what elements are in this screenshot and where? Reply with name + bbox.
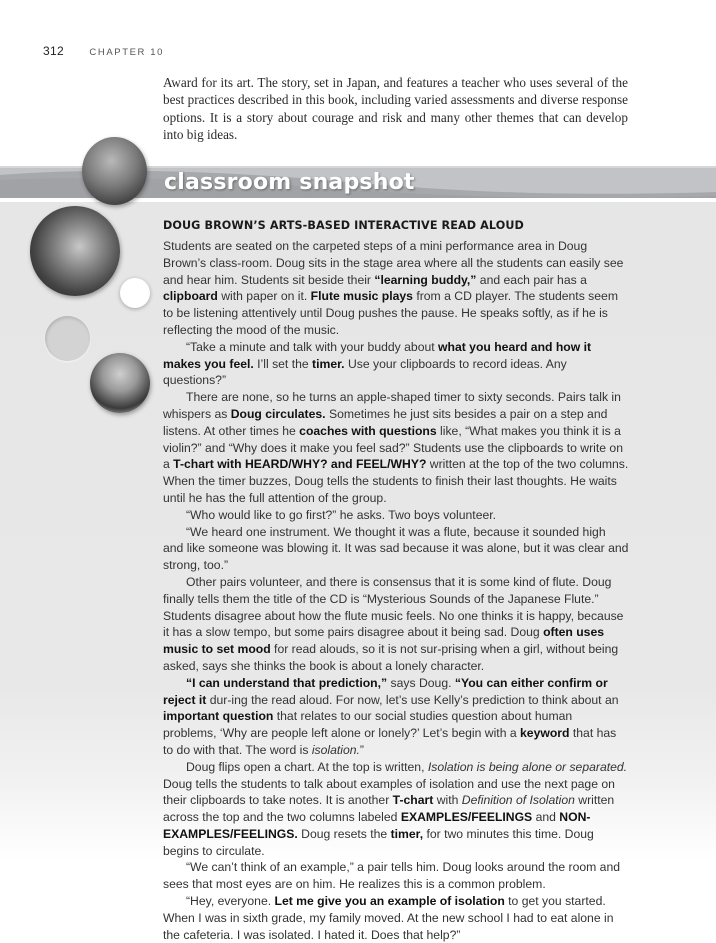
text-run: Doug flips open a chart. At the top is written,	[186, 759, 428, 774]
text-run: says Doug.	[387, 675, 455, 690]
intro-paragraph: Award for its art. The story, set in Japan, and features a teacher who uses several of the best practices described in this book, including varied assessments and diverse response options. It is a story about courage and risk and many other themes that can develop into big ideas.	[163, 75, 628, 142]
text-run: “Hey, everyone.	[186, 894, 275, 909]
text-run: for read alouds, so it is not sur-prising when a girl, without being asked, says she thinks the book is about a lonely character.	[163, 642, 619, 673]
text-run: “We can’t think of an example,” a pair tells him. Doug looks around the room and sees that most eyes are on him. He realizes this is a common problem.	[163, 860, 621, 892]
story-paragraph	[163, 389, 629, 507]
emphasis-bold: EXAMPLES/FEELINGS	[400, 810, 533, 825]
story-paragraph	[163, 759, 629, 860]
story-title: DOUG BROWN’S ARTS-BASED INTERACTIVE READ ALOUD	[163, 219, 524, 232]
text-run: that relates to our social studies question about human problems, ‘Why are people left alone or lonely?’ Let’s begin with a	[163, 709, 573, 741]
text-run: to get you started. When I was in sixth grade, my family moved. At the new school I had to eat alone in the cafeteria. I was isolated. I hated it. Does that help?”	[163, 894, 614, 942]
emphasis-bold: Flute music plays	[310, 289, 413, 304]
text-run: ”	[359, 742, 364, 757]
emphasis-bold: “learning buddy,”	[374, 272, 477, 287]
emphasis-italic: Definition of Isolation	[461, 793, 575, 808]
emphasis-bold: Let me give you an example of isolation	[274, 894, 505, 909]
story-paragraph	[163, 574, 629, 675]
emphasis-bold: timer.	[312, 356, 345, 371]
story-body	[163, 238, 629, 943]
chapter-label: CHAPTER 10	[89, 47, 165, 58]
emphasis-bold: clipboard	[163, 289, 218, 304]
text-run: Doug resets the	[297, 826, 391, 841]
text-run: Other pairs volunteer, and there is consensus that it is some kind of flute. Doug finally tells them the title of the CD is “Mysterious Sounds of the Japanese Flute.” Students disagree about how the flute music feels. No one thinks it is happy, because it has a slow tempo, but some pairs disagree about it being sad. Doug	[163, 574, 624, 640]
story-paragraph	[163, 859, 629, 893]
text-run: and each pair has a	[476, 272, 587, 287]
story-paragraph	[163, 675, 629, 759]
text-run: from a CD player. The students seem to be listening attentively until Doug pushes the pause. He speaks softly, as if he is reflecting the mood of the music.	[163, 289, 618, 337]
text-run: I’ll set the	[253, 356, 313, 371]
banner-title: classroom snapshot	[164, 170, 415, 195]
story-paragraph	[163, 507, 629, 524]
text-run: with	[433, 793, 462, 808]
text-run: written across the top and the two columns labeled	[163, 793, 615, 825]
emphasis-bold: “You can either confirm or reject it	[163, 675, 608, 707]
emphasis-bold: timer,	[390, 826, 424, 841]
page-number: 312	[43, 44, 64, 58]
text-run: for two minutes this time. Doug begins to circulate.	[163, 826, 594, 858]
emphasis-italic: isolation.	[311, 742, 360, 757]
emphasis-bold: T-chart with HEARD/WHY? and FEEL/WHY?	[173, 457, 427, 472]
emphasis-bold: keyword	[520, 726, 570, 741]
emphasis-bold: NON-EXAMPLES/FEELINGS.	[163, 810, 591, 841]
decorative-grey-circle	[45, 316, 90, 361]
text-run: dur-ing the read aloud. For now, let’s use Kelly’s prediction to think about an	[206, 692, 619, 707]
decorative-white-circle	[120, 278, 150, 308]
photo-student-thinking-icon	[30, 206, 120, 296]
emphasis-bold: important question	[163, 709, 274, 724]
text-run: Doug tells the students to talk about examples of isolation and use the next page on their clipboards to take notes. It is another	[163, 776, 615, 808]
emphasis-bold: Doug circulates.	[230, 406, 326, 421]
text-run: written at the top of the two columns. When the timer buzzes, Doug tells the students to finish their last thoughts. He waits until he has the full attention of the group.	[163, 457, 629, 505]
text-run: and	[532, 810, 560, 825]
text-run: Students are seated on the carpeted steps of a mini performance area in Doug Brown’s class-room. Doug sits in the stage area where all the students can easily see and hear him. Students sit beside their	[163, 239, 624, 287]
emphasis-italic: Isolation is being alone or separated.	[427, 759, 628, 774]
story-paragraph	[163, 238, 629, 339]
emphasis-bold: what you heard and how it makes you feel.	[163, 339, 592, 371]
story-paragraph	[163, 893, 629, 943]
emphasis-bold: coaches with questions	[299, 423, 437, 438]
emphasis-bold: T-chart	[392, 793, 434, 808]
text-run: “Take a minute and talk with your buddy about	[186, 339, 439, 354]
emphasis-bold: often uses music to set mood	[163, 625, 605, 657]
running-head	[43, 44, 164, 58]
text-run: Use your clipboards to record ideas. Any questions?”	[163, 356, 567, 388]
photo-student-reading-icon	[90, 353, 150, 413]
emphasis-bold: “I can understand that prediction,”	[186, 675, 388, 690]
text-run: like, “What makes you think it is a violin?” and “Why does it make you feel sad?” Students use the clipboards to write on a	[163, 423, 623, 472]
text-run: that has to do with that. The word is	[163, 726, 617, 757]
photo-student-writing-icon	[82, 137, 147, 205]
text-run: “We heard one instrument. We thought it was a flute, because it sounded high and like someone was blowing it. It was sad because it was alone, but it was clear and strong, too.”	[163, 524, 629, 573]
story-paragraph	[163, 524, 629, 574]
text-run: “Who would like to go first?” he asks. Two boys volunteer.	[186, 507, 497, 522]
text-run: with paper on it.	[217, 289, 311, 304]
story-paragraph	[163, 339, 629, 389]
text-run: Sometimes he just sits besides a pair on a step and listens. At other times he	[163, 406, 608, 438]
text-run: There are none, so he turns an apple-shaped timer to sixty seconds. Pairs talk in whispers as	[163, 390, 621, 421]
